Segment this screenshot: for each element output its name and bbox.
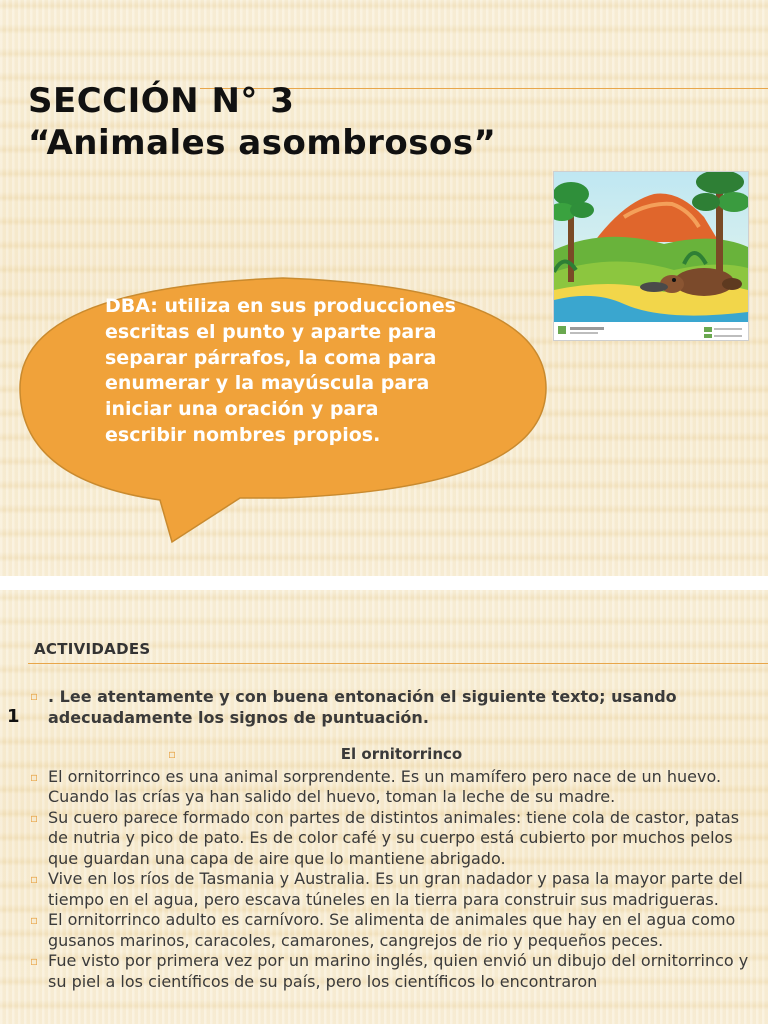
heading-rule <box>28 663 768 664</box>
slide-gap <box>0 576 768 590</box>
title-line-1: SECCIÓN N° 3 <box>28 81 295 121</box>
instruction-text: . Lee atentamente y con buena entonación el siguiente texto; usando adecuadamente los signos de puntuación. <box>48 687 677 727</box>
bullet-icon: ▫ <box>30 872 39 886</box>
bullet-icon: ▫ <box>30 810 39 825</box>
instruction-item <box>30 686 755 728</box>
paragraph-item <box>30 869 755 910</box>
activity-list <box>30 686 755 992</box>
bullet-icon: ▫ <box>30 769 39 784</box>
paragraph-item <box>30 767 755 808</box>
paragraph-text: El ornitorrinco es una animal sorprendente. Es un mamífero pero nace de un huevo. Cuando las crías ya han salido del huevo, toman la leche de su madre. <box>48 766 722 806</box>
title-line-2: “Animales asombrosos” <box>28 123 497 163</box>
bullet-icon: ▫ <box>30 689 39 703</box>
paragraph-item <box>30 910 755 951</box>
paragraph-text: El ornitorrinco adulto es carnívoro. Se alimenta de animales que hay en el agua como gusanos marinos, caracoles, camarones, cangrejos de rio y pequeños peces. <box>48 910 736 950</box>
paragraph-text: Fue visto por primera vez por un marino inglés, quien envió un dibujo del ornitorrinco y su piel a los científicos de su país, pero los científicos lo encontraron <box>48 951 749 991</box>
section-heading: ACTIVIDADES <box>34 640 151 658</box>
text-title: El ornitorrinco <box>340 745 463 763</box>
activity-number: 1 <box>7 706 20 727</box>
bullet-icon: ▫ <box>30 913 39 927</box>
text-title-item <box>30 744 755 765</box>
paragraph-text: Vive en los ríos de Tasmania y Australia. Es un gran nadador y pasa la mayor parte del tiempo en el agua, pero escava túneles en la tierra para construir sus madrigueras. <box>48 869 743 909</box>
slide-2 <box>0 590 768 1024</box>
paragraph-item <box>30 808 755 870</box>
dba-text: DBA: utiliza en sus producciones escritas el punto y aparte para separar párrafos, la coma para enumerar y la mayúscula para iniciar una oración y para escribir nombres propios. <box>105 295 456 446</box>
bullet-icon: ▫ <box>30 954 39 968</box>
platypus-scene <box>554 172 748 340</box>
paragraph-item <box>30 951 755 992</box>
platypus-illustration <box>553 171 749 341</box>
paragraph-text: Su cuero parece formado con partes de distintos animales: tiene cola de castor, patas de nutria y pico de pato. Es de color café y su cuerpo está cubierto por muchos pelos que guardan una capa de aire que lo mantiene abrigado. <box>48 807 740 868</box>
bullet-icon: ▫ <box>168 747 177 761</box>
slide-title <box>28 80 496 164</box>
